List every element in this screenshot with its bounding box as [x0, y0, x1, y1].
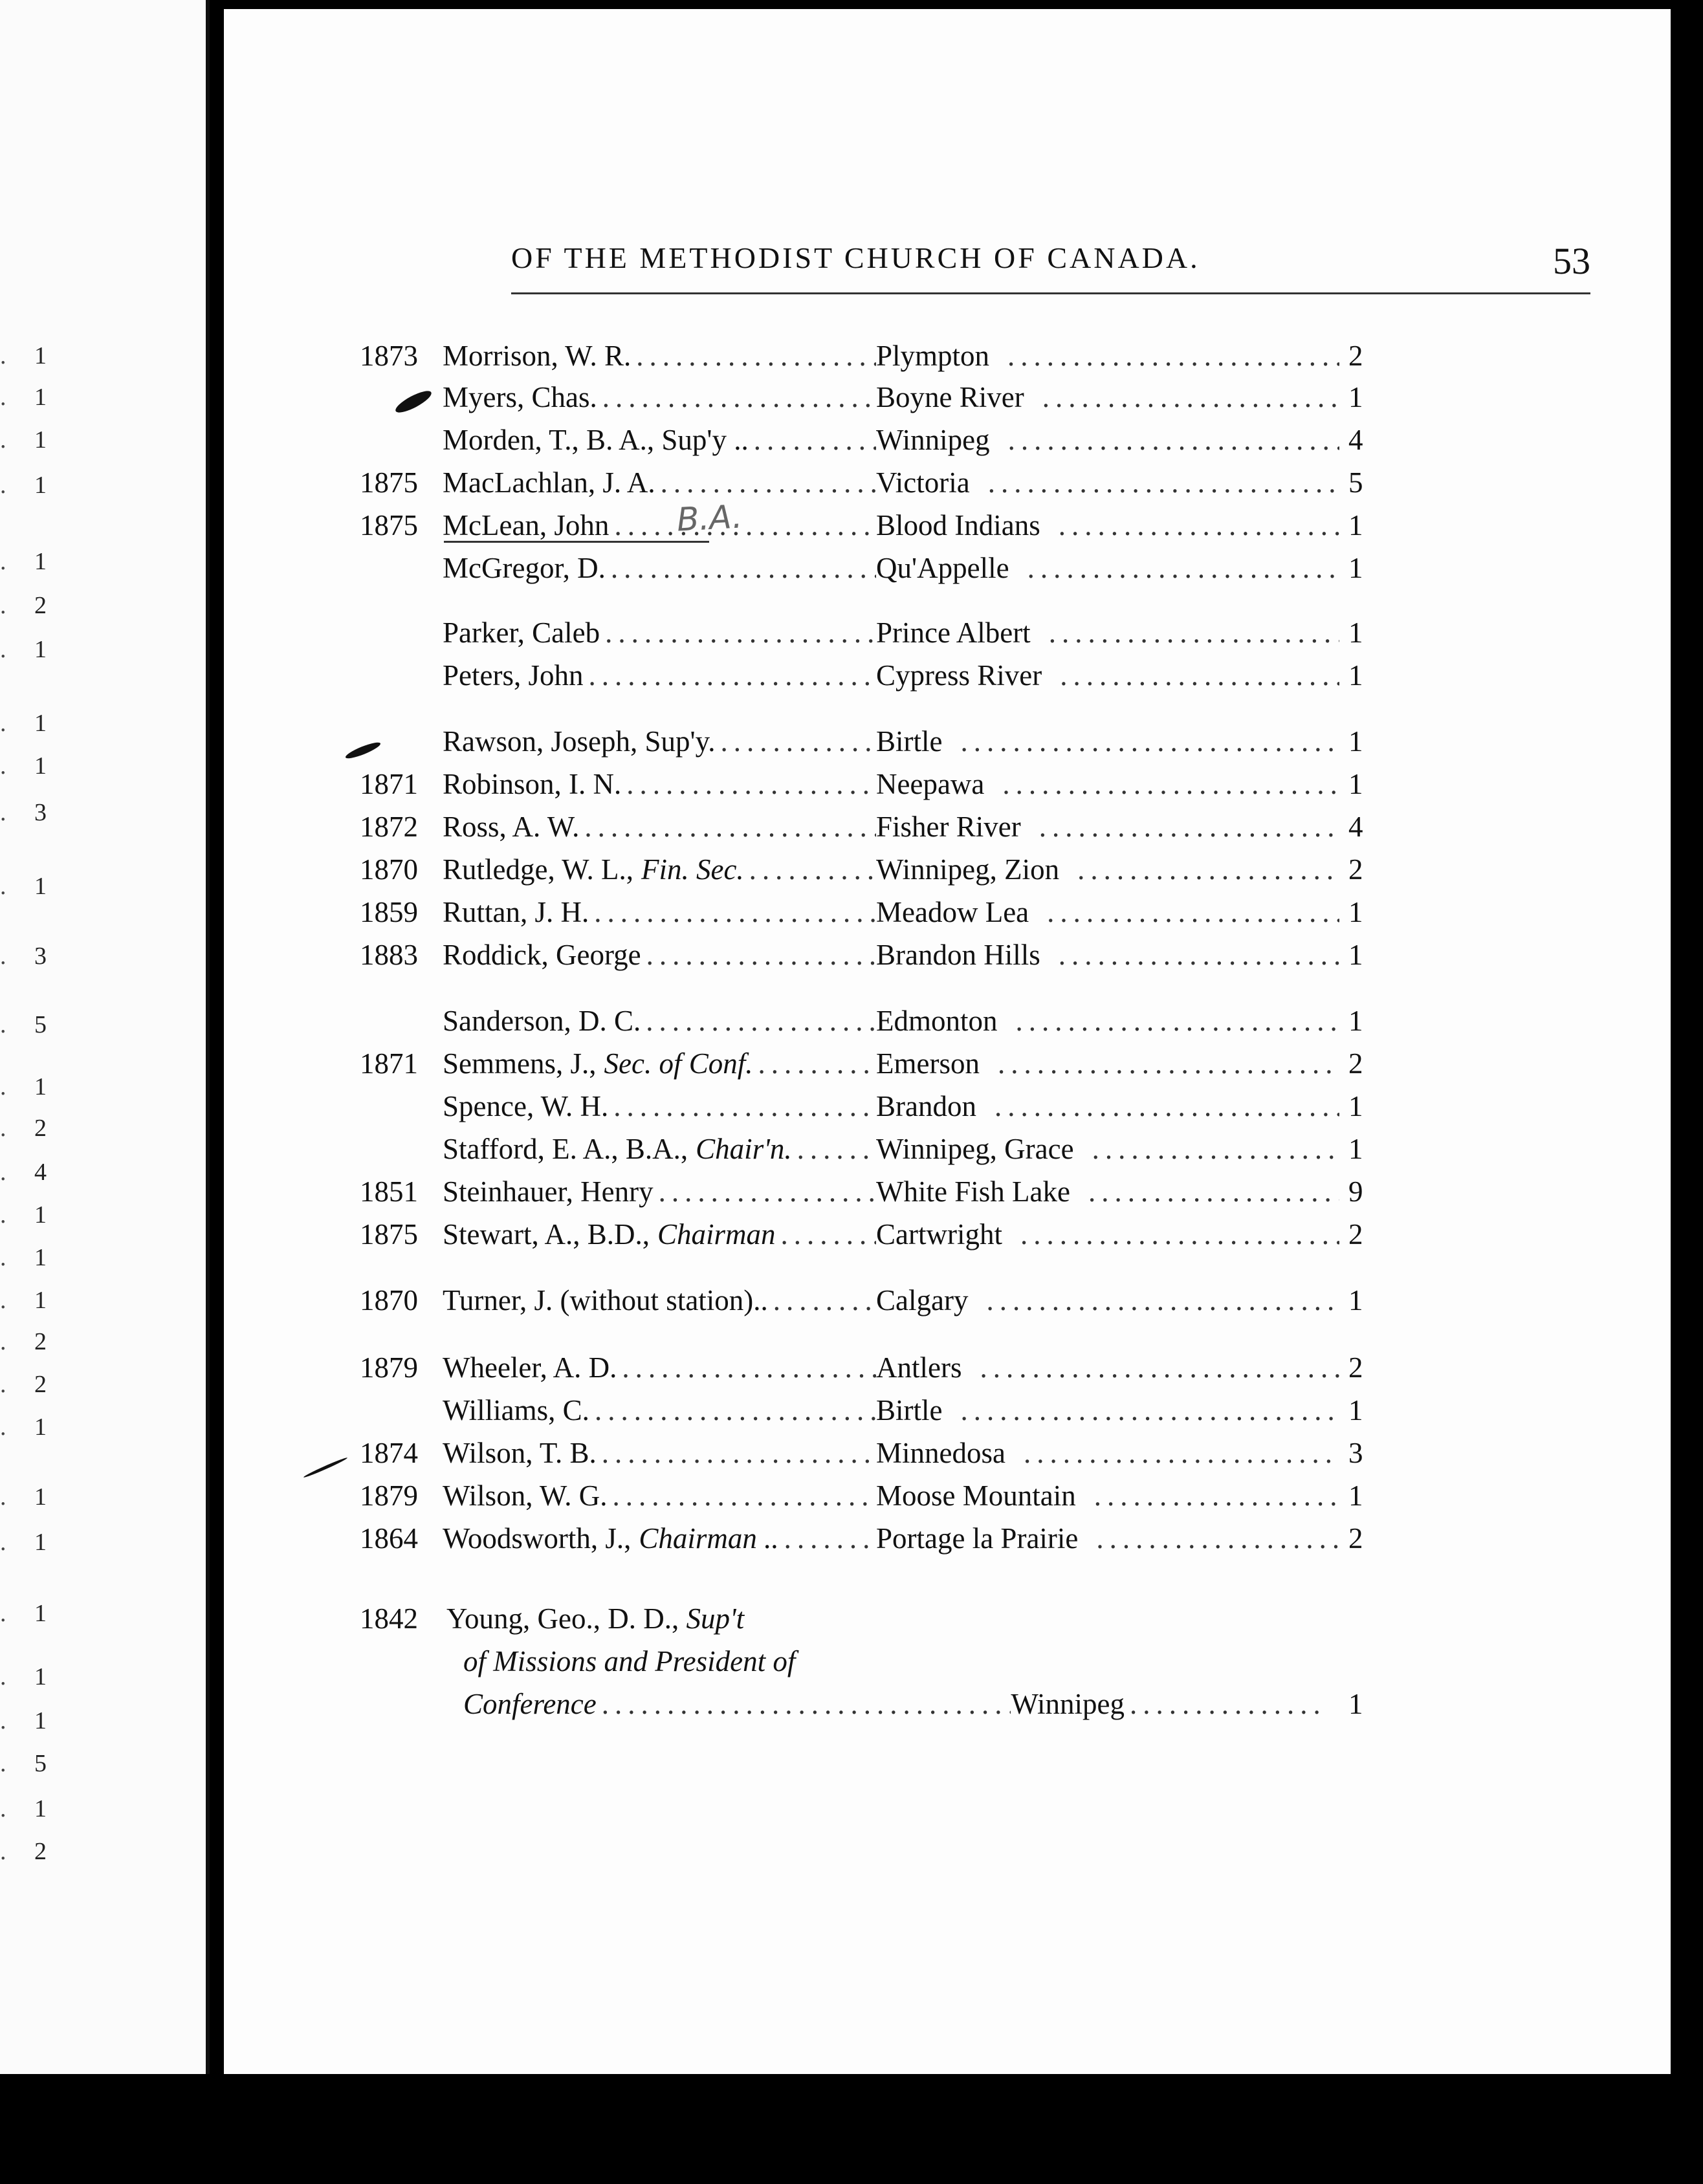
entry-count: 4: [1348, 811, 1363, 843]
entry-office: Chairman ..: [639, 1522, 779, 1555]
facing-page-number: . 1: [0, 472, 47, 499]
entry-station: Edmonton .....: [876, 1004, 1339, 1038]
facing-page-number: . 1: [0, 1707, 47, 1734]
entry-station: Calgary .....: [876, 1283, 1339, 1317]
entry-year: 1864: [360, 1522, 418, 1555]
entry-name: Stafford, E. A., B.A., Chair'n. .....: [443, 1132, 876, 1166]
list-entry: [224, 1479, 1671, 1519]
handwritten-underline: [444, 541, 709, 543]
entry-count: 5: [1348, 466, 1363, 499]
entry-name: Wilson, T. B. .....: [443, 1436, 876, 1470]
entry-name: Myers, Chas. .....: [443, 380, 876, 414]
entry-station: Winnipeg .....: [876, 423, 1339, 457]
list-entry: [224, 725, 1671, 765]
entry-station: Brandon Hills .....: [876, 938, 1339, 972]
entry-count: 1: [1348, 1133, 1363, 1165]
entry-count: 1: [1348, 509, 1363, 541]
entry-name: Turner, J. (without station).. .....: [443, 1283, 876, 1317]
facing-page-number: . 1: [0, 342, 47, 369]
entry-year: 1875: [360, 509, 418, 541]
entry-year: 1874: [360, 1437, 418, 1469]
entry-year: 1879: [360, 1351, 418, 1384]
entry-station: Neepawa .....: [876, 767, 1339, 801]
entry-name: Morden, T., B. A., Sup'y .. .....: [443, 423, 876, 457]
entry-station: Emerson .....: [876, 1047, 1339, 1080]
entry-station: Plympton .....: [876, 339, 1339, 373]
facing-page-number: . 1: [0, 636, 47, 663]
entry-year: 1871: [360, 1047, 418, 1080]
facing-page-number: . 1: [0, 1073, 47, 1100]
entry-count: 1: [1348, 768, 1363, 800]
facing-page-number: . 1: [0, 1201, 47, 1228]
facing-page-number: . 1: [0, 384, 47, 411]
header-rule: [511, 292, 1590, 294]
entry-year: 1842: [360, 1602, 418, 1635]
entry-station: Birtle .....: [876, 1393, 1339, 1427]
entry-year: 1875: [360, 1218, 418, 1250]
entry-station: Blood Indians .....: [876, 508, 1339, 542]
entry-count: 1: [1348, 1688, 1363, 1720]
entry-station: Portage la Prairie .....: [876, 1522, 1339, 1555]
facing-page-number: . 1: [0, 1414, 47, 1441]
entry-name: Young, Geo., D. D., Sup't: [446, 1602, 745, 1635]
book-page: [224, 9, 1671, 2074]
handwritten-annotation: B.A.: [676, 497, 743, 539]
entry-station: Brandon .....: [876, 1089, 1339, 1123]
entry-year: 1871: [360, 768, 418, 800]
entry-count: 2: [1348, 1351, 1363, 1384]
list-entry: [224, 466, 1671, 506]
entry-name: Rawson, Joseph, Sup'y. .....: [443, 725, 876, 758]
facing-page-number: . 2: [0, 1838, 47, 1865]
entry-count: 9: [1348, 1175, 1363, 1208]
entry-year: 1872: [360, 811, 418, 843]
entry-count: 1: [1348, 1005, 1363, 1037]
facing-page-number: . 1: [0, 1795, 47, 1822]
entry-title-line: of Missions and President of: [463, 1645, 796, 1677]
entry-station: Boyne River .....: [876, 380, 1339, 414]
entry-name: Rutledge, W. L., Fin. Sec. .....: [443, 853, 876, 886]
entry-year: 1883: [360, 939, 418, 971]
facing-page-number: . 2: [0, 1115, 47, 1142]
facing-page-number: . 1: [0, 1483, 47, 1511]
facing-page-number: . 1: [0, 752, 47, 780]
facing-page-number: . 1: [0, 426, 47, 453]
entry-station: Qu'Appelle .....: [876, 551, 1339, 585]
entry-office: Sec. of Conf.: [604, 1047, 753, 1080]
entry-station: Victoria .....: [876, 466, 1339, 499]
entry-station: Winnipeg, Grace .....: [876, 1132, 1339, 1166]
list-entry: [224, 1393, 1671, 1434]
entry-name: Robinson, I. N. .....: [443, 767, 876, 801]
entry-station: Cartwright .....: [876, 1218, 1339, 1251]
list-entry: [224, 938, 1671, 978]
entry-name: Woodsworth, J., Chairman .. .....: [443, 1522, 876, 1555]
entry-count: 1: [1348, 1090, 1363, 1122]
entry-name: Parker, Caleb .....: [443, 616, 876, 650]
entry-count: 1: [1348, 1480, 1363, 1512]
list-entry: [224, 380, 1671, 420]
list-entry: [224, 339, 1671, 379]
facing-page-number: . 2: [0, 1328, 47, 1355]
entry-station: Antlers .....: [876, 1351, 1339, 1384]
list-entry-young: [224, 1602, 1671, 1744]
entry-name: Ruttan, J. H. .....: [443, 895, 876, 929]
facing-page-number: . 1: [0, 1244, 47, 1271]
facing-page-number: . 1: [0, 1600, 47, 1627]
entry-count: 2: [1348, 853, 1363, 886]
entry-name: Wheeler, A. D. .....: [443, 1351, 876, 1384]
entry-year: 1851: [360, 1175, 418, 1208]
facing-page-number: . 3: [0, 799, 47, 826]
entry-name: Stewart, A., B.D., Chairman .....: [443, 1218, 876, 1251]
list-entry: [224, 1089, 1671, 1130]
entry-count: 4: [1348, 424, 1363, 456]
list-entry: [224, 616, 1671, 656]
list-entry: [224, 810, 1671, 850]
entry-name: McGregor, D. .....: [443, 551, 876, 585]
entry-count: 1: [1348, 1394, 1363, 1426]
entry-count: 1: [1348, 659, 1363, 692]
facing-page-number: . 3: [0, 943, 47, 970]
entry-station: White Fish Lake .....: [876, 1175, 1339, 1208]
page-number: 53: [1553, 240, 1590, 282]
entry-name: Steinhauer, Henry .....: [443, 1175, 876, 1208]
entry-name: Wilson, W. G. .....: [443, 1479, 876, 1512]
entry-year: 1879: [360, 1480, 418, 1512]
entry-office: Chair'n.: [696, 1133, 792, 1165]
list-entry: [224, 1132, 1671, 1172]
entry-office: Fin. Sec.: [641, 853, 744, 886]
entry-name: McLean, John .....: [443, 508, 876, 542]
entry-count: 1: [1348, 552, 1363, 584]
entry-name: Semmens, J., Sec. of Conf. .....: [443, 1047, 876, 1080]
entry-count: 2: [1348, 1047, 1363, 1080]
entry-count: 1: [1348, 617, 1363, 649]
list-entry: [224, 1047, 1671, 1087]
scan-border: [0, 2074, 1703, 2184]
list-entry: [224, 1004, 1671, 1044]
entry-name: Williams, C. .....: [443, 1393, 876, 1427]
entry-name: Roddick, George .....: [443, 938, 876, 972]
entry-name: Peters, John .....: [443, 659, 876, 692]
facing-page-number: . 1: [0, 1287, 47, 1314]
running-head: OF THE METHODIST CHURCH OF CANADA.: [511, 241, 1200, 274]
facing-page-number: . 1: [0, 548, 47, 575]
entry-station: Meadow Lea .....: [876, 895, 1339, 929]
entry-count: 1: [1348, 725, 1363, 758]
entry-station: Moose Mountain .....: [876, 1479, 1339, 1512]
entry-year: 1870: [360, 1284, 418, 1316]
entry-name: MacLachlan, J. A. .....: [443, 466, 876, 499]
list-entry: [224, 1436, 1671, 1476]
entry-station: Birtle .....: [876, 725, 1339, 758]
entry-name: Ross, A. W. .....: [443, 810, 876, 844]
entry-count: 1: [1348, 896, 1363, 928]
facing-page-number: . 1: [0, 710, 47, 737]
entry-station: Minnedosa .....: [876, 1436, 1339, 1470]
entry-office: Chairman: [657, 1218, 776, 1250]
list-entry: [224, 853, 1671, 893]
list-entry: [224, 659, 1671, 699]
entry-count: 2: [1348, 1218, 1363, 1250]
list-entry: [224, 895, 1671, 935]
list-entry: [224, 1218, 1671, 1258]
entry-name: Morrison, W. R. .....: [443, 339, 876, 373]
page-header: [511, 229, 1590, 287]
entry-name: Spence, W. H. .....: [443, 1089, 876, 1123]
entry-station: Winnipeg, Zion .....: [876, 853, 1339, 886]
list-entry: [224, 767, 1671, 807]
entry-count: 1: [1348, 381, 1363, 413]
facing-page-number: . 5: [0, 1011, 47, 1038]
facing-page-edge: [0, 0, 210, 2184]
entry-station: Prince Albert .....: [876, 616, 1339, 650]
list-entry: [224, 508, 1671, 549]
entry-year: 1875: [360, 466, 418, 499]
entry-count: 2: [1348, 1522, 1363, 1555]
entry-station: Cypress River .....: [876, 659, 1339, 692]
list-entry: [224, 1351, 1671, 1391]
entry-station: Fisher River .....: [876, 810, 1339, 844]
entry-year: 1859: [360, 896, 418, 928]
entry-name: Sanderson, D. C. .....: [443, 1004, 876, 1038]
entry-count: 1: [1348, 939, 1363, 971]
entry-count: 1: [1348, 1284, 1363, 1316]
list-entry: [224, 1522, 1671, 1562]
list-entry: [224, 423, 1671, 463]
facing-page-number: . 2: [0, 1371, 47, 1398]
list-entry: [224, 1175, 1671, 1215]
facing-page-number: . 1: [0, 873, 47, 900]
entry-year: 1873: [360, 340, 418, 372]
list-entry: [224, 551, 1671, 591]
list-entry: [224, 1283, 1671, 1324]
facing-page-number: . 2: [0, 592, 47, 619]
entry-count: 2: [1348, 340, 1363, 372]
facing-page-number: . 1: [0, 1663, 47, 1690]
entry-title-station: Conference ..... Winnipeg .....: [463, 1687, 1324, 1721]
facing-page-number: . 1: [0, 1529, 47, 1556]
entry-year: 1870: [360, 853, 418, 886]
facing-page-number: . 5: [0, 1750, 47, 1777]
facing-page-number: . 4: [0, 1159, 47, 1186]
entry-count: 3: [1348, 1437, 1363, 1469]
